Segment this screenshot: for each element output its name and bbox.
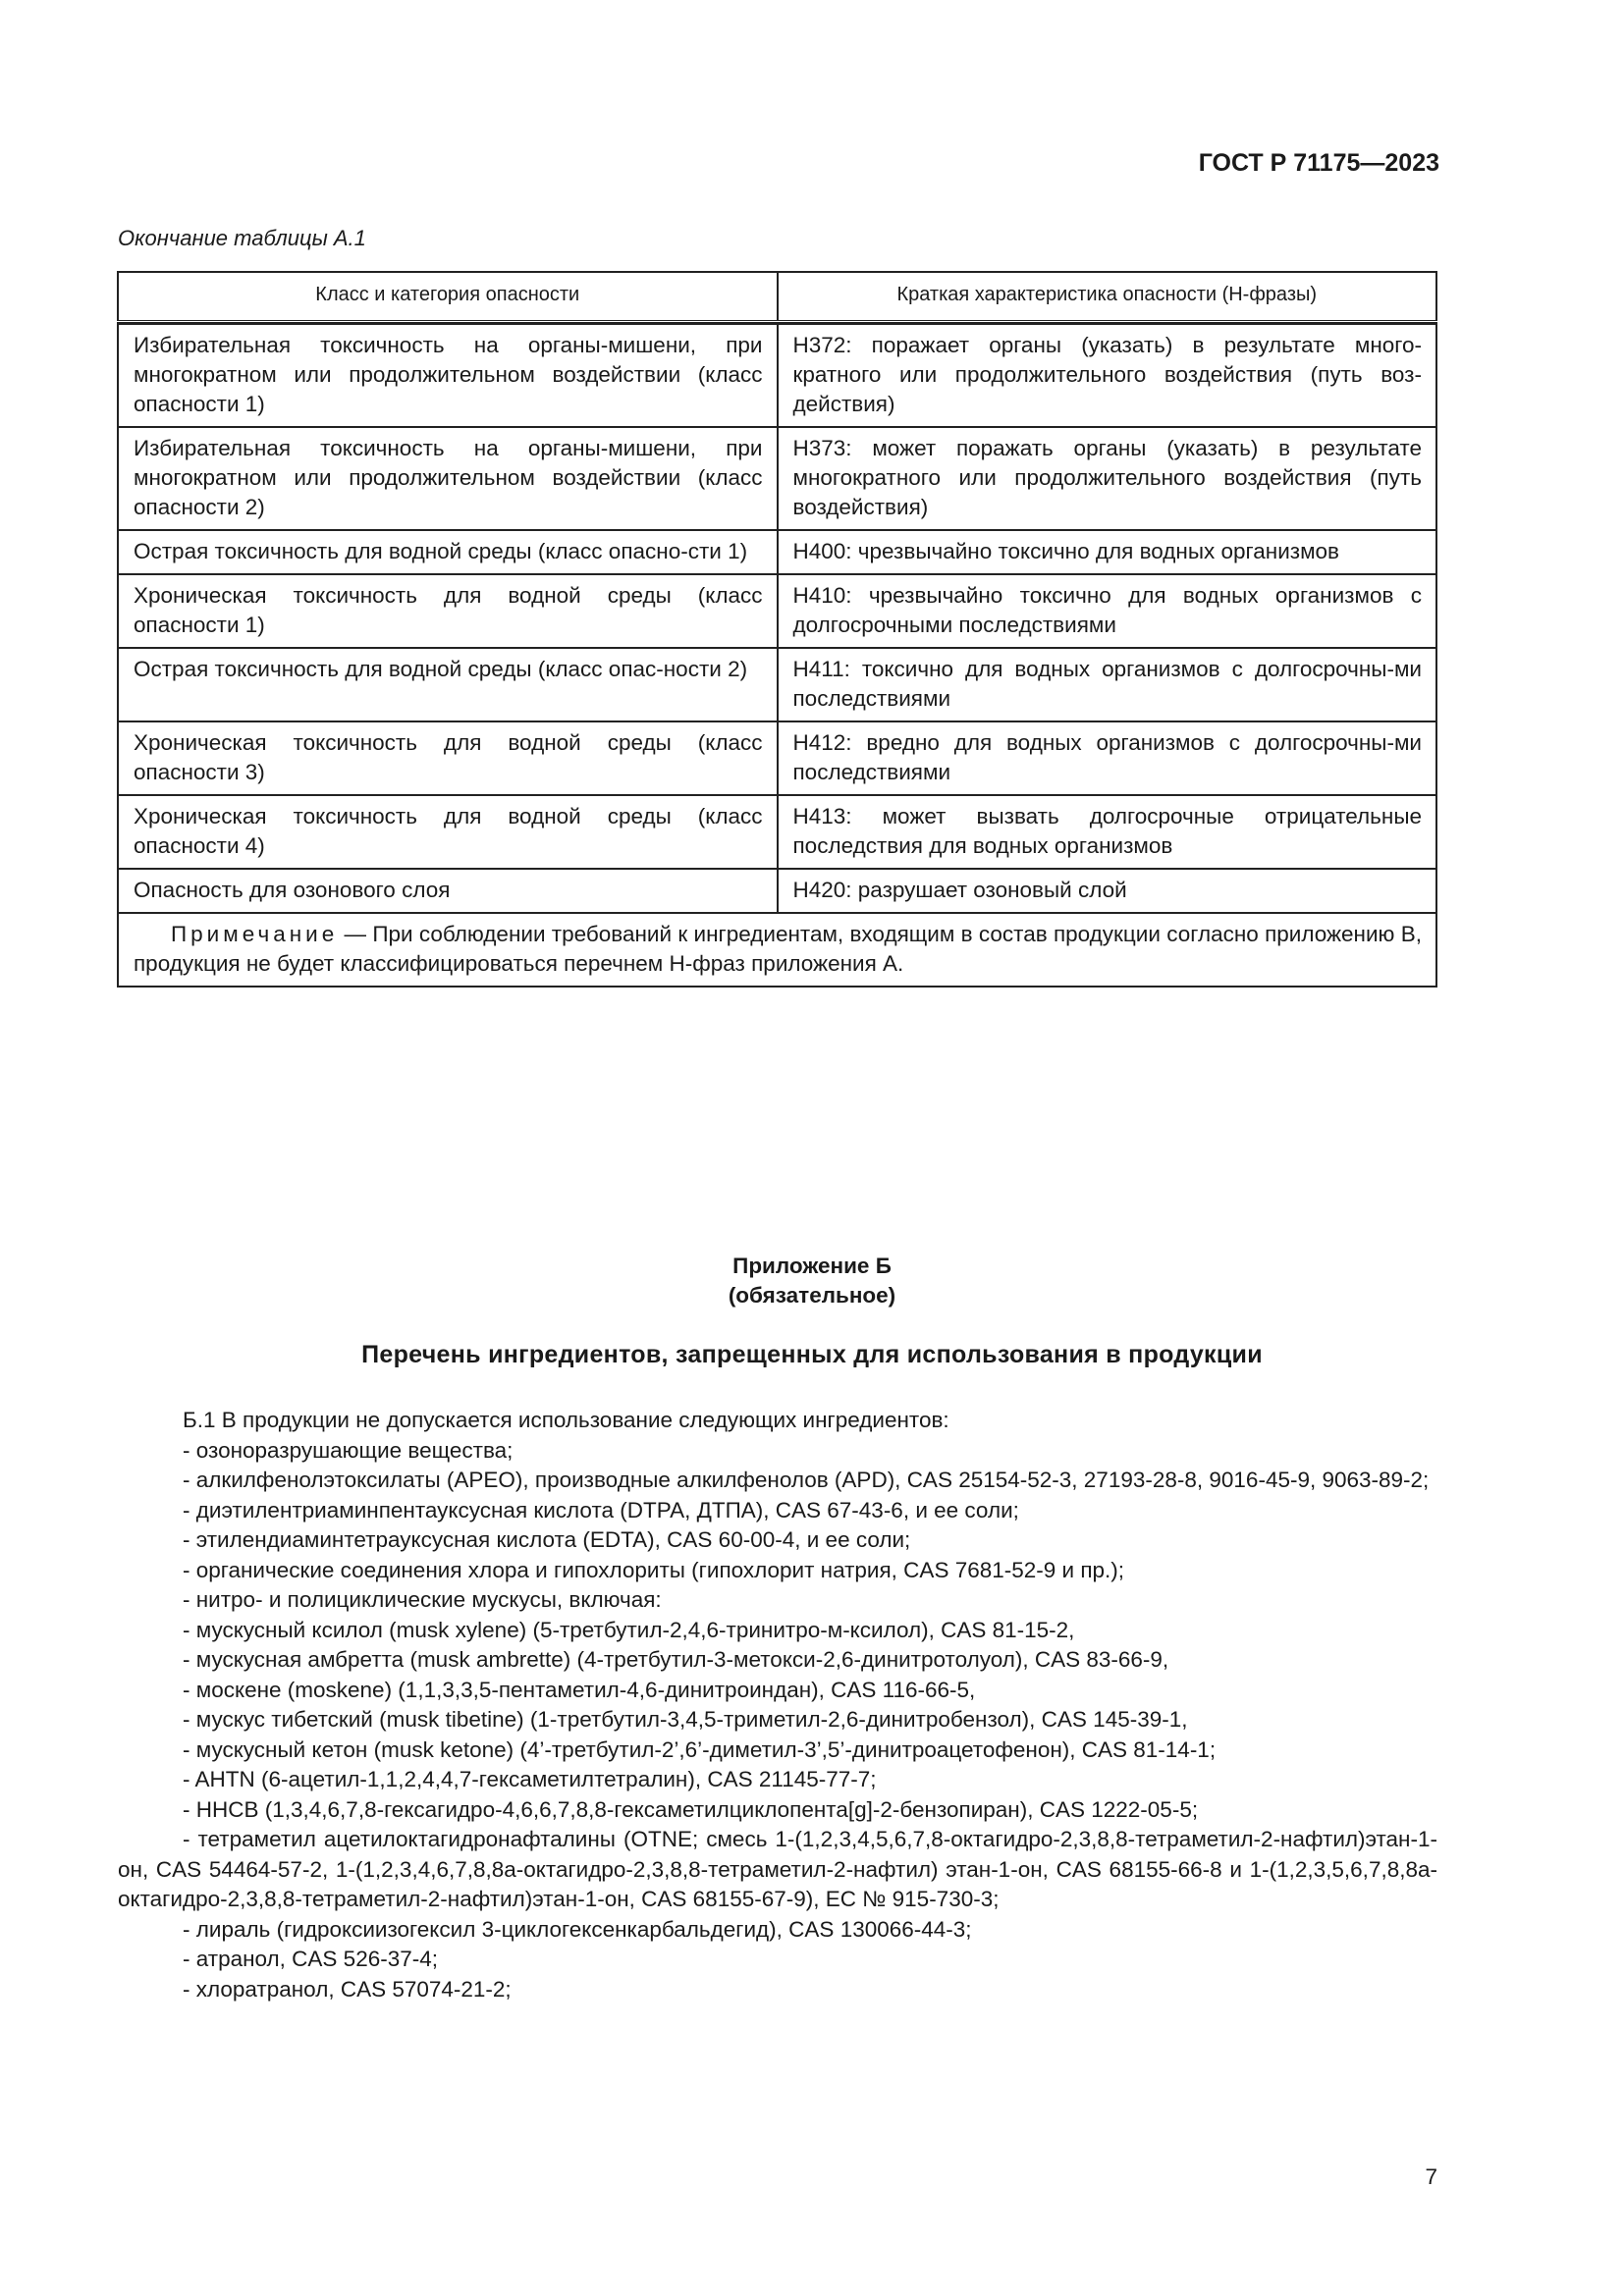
hazard-phrase-cell: Н372: поражает органы (указать) в результате много-кратного или продолжительного воздействия (путь воз-действия) bbox=[778, 324, 1437, 427]
hazard-class-cell: Хроническая токсичность для водной среды (класс опасности 3) bbox=[118, 721, 778, 795]
hazard-phrase-cell: Н413: может вызвать долгосрочные отрицательные последствия для водных организмов bbox=[778, 795, 1437, 869]
table-header-row bbox=[118, 272, 1436, 322]
list-item: - мускусный кетон (musk ketone) (4’-третбутил-2’,6’-диметил-3’,5’-динитроацетофенон), CAS 81-14-1; bbox=[183, 1736, 1217, 1762]
table-row bbox=[118, 530, 1436, 574]
table-row bbox=[118, 324, 1436, 427]
list-item: - хлоратранол, CAS 57074-21-2; bbox=[183, 1976, 512, 2002]
list-item: - атранол, CAS 526-37-4; bbox=[183, 1947, 439, 1971]
list-item: - диэтилентриаминпентауксусная кислота (DTPA, ДТПА), CAS 67-43-6, и ее соли; bbox=[183, 1497, 1019, 1522]
document-code: ГОСТ Р 71175—2023 bbox=[1198, 149, 1439, 177]
column-header-phrase: Краткая характеристика опасности (Н-фразы) bbox=[778, 272, 1437, 322]
hazard-phrase-cell: Н400: чрезвычайно токсично для водных организмов bbox=[778, 530, 1437, 574]
note-label: Примечание bbox=[171, 922, 339, 946]
appendix-title: Перечень ингредиентов, запрещенных для использования в продукции bbox=[361, 1341, 1263, 1368]
list-item: - лираль (гидроксиизогексил 3-циклогексенкарбальдегид), CAS 130066-44-3; bbox=[183, 1916, 972, 1942]
table-row bbox=[118, 869, 1436, 913]
table-caption: Окончание таблицы А.1 bbox=[118, 226, 366, 250]
list-item: - AHTN (6-ацетил-1,1,2,4,4,7-гексаметилтетралин), CAS 21145-77-7; bbox=[183, 1767, 877, 1791]
hazard-table bbox=[117, 271, 1437, 988]
table-note-row bbox=[118, 913, 1436, 987]
hazard-phrase-cell: Н373: может поражать органы (указать) в результате многократного или продолжительного воздействия (путь воздействия) bbox=[778, 427, 1437, 530]
appendix-name: Приложение Б bbox=[732, 1254, 892, 1278]
list-item: - мускусная амбретта (musk ambrette) (4-третбутил-3-метокси-2,6-динитротолуол), CAS 83-66-9, bbox=[183, 1647, 1169, 1672]
hazard-phrase-cell: Н412: вредно для водных организмов с долгосрочны-ми последствиями bbox=[778, 721, 1437, 795]
note-text: — При соблюдении требований к ингредиентам, входящим в состав продукции согласно приложению В, продукция не будет классифицироваться перечнем Н-фраз приложения А. bbox=[134, 922, 1422, 976]
appendix-body bbox=[118, 1406, 1437, 2004]
hazard-phrase-cell: Н410: чрезвычайно токсично для водных организмов с долгосрочными последствиями bbox=[778, 574, 1437, 648]
hazard-class-cell: Избирательная токсичность на органы-мишени, при многократном или продолжительном воздействии (класс опасности 1) bbox=[118, 324, 778, 427]
list-item: - HHCB (1,3,4,6,7,8-гексагидро-4,6,6,7,8,8-гексаметилциклопента[g]-2-бензопиран), CAS 1222-05-5; bbox=[183, 1796, 1199, 1822]
list-item: - алкилфенолэтоксилаты (APEO), производные алкилфенолов (APD), CAS 25154-52-3, 27193-28-8, 9016-45-9, 9063-89-2; bbox=[183, 1468, 1430, 1492]
list-item: - нитро- и полициклические мускусы, включая: bbox=[183, 1587, 662, 1612]
list-item: - этилендиаминтетрауксусная кислота (EDTA), CAS 60-00-4, и ее соли; bbox=[183, 1527, 911, 1552]
list-item: - органические соединения хлора и гипохлориты (гипохлорит натрия, CAS 7681-52-9 и пр.); bbox=[183, 1557, 1125, 1582]
table-row bbox=[118, 795, 1436, 869]
intro-paragraph: Б.1 В продукции не допускается использование следующих ингредиентов: bbox=[183, 1408, 949, 1432]
list-item: - мускусный ксилол (musk xylene) (5-третбутил-2,4,6-тринитро-м-ксилол), CAS 81-15-2, bbox=[183, 1617, 1075, 1642]
list-item: - москене (moskene) (1,1,3,3,5-пентаметил-4,6-динитроиндан), CAS 116-66-5, bbox=[183, 1677, 976, 1702]
hazard-class-cell: Хроническая токсичность для водной среды (класс опасности 4) bbox=[118, 795, 778, 869]
hazard-class-cell: Острая токсичность для водной среды (класс опасно-сти 1) bbox=[118, 530, 778, 574]
hazard-phrase-cell: Н420: разрушает озоновый слой bbox=[778, 869, 1437, 913]
column-header-class: Класс и категория опасности bbox=[118, 272, 778, 322]
hazard-class-cell: Хроническая токсичность для водной среды (класс опасности 1) bbox=[118, 574, 778, 648]
appendix-status: (обязательное) bbox=[728, 1283, 896, 1308]
table-row bbox=[118, 648, 1436, 721]
appendix-label bbox=[0, 1252, 1624, 1310]
ingredient-list bbox=[118, 1436, 1437, 2005]
list-item: - мускус тибетский (musk tibetine) (1-третбутил-3,4,5-триметил-2,6-динитробензол), CAS 145-39-1, bbox=[183, 1707, 1188, 1732]
table-row bbox=[118, 721, 1436, 795]
list-item: - озоноразрушающие вещества; bbox=[183, 1437, 514, 1463]
page-number: 7 bbox=[1425, 2164, 1437, 2189]
table-note bbox=[118, 913, 1436, 987]
hazard-class-cell: Острая токсичность для водной среды (класс опас-ности 2) bbox=[118, 648, 778, 721]
hazard-phrase-cell: Н411: токсично для водных организмов с долгосрочны-ми последствиями bbox=[778, 648, 1437, 721]
hazard-class-cell: Избирательная токсичность на органы-мишени, при многократном или продолжительном воздействии (класс опасности 2) bbox=[118, 427, 778, 530]
table-row bbox=[118, 427, 1436, 530]
table-row bbox=[118, 574, 1436, 648]
hazard-class-cell: Опасность для озонового слоя bbox=[118, 869, 778, 913]
list-item: - тетраметил ацетилоктагидронафталины (OTNE; смесь 1-(1,2,3,4,5,6,7,8-октагидро-2,3,8,8-тетраметил-2-нафтил)этан-1-он, CAS 54464-57-2, 1-(1,2,3,4,6,7,8,8a-октагидро-2,3,8,8-тетраметил-2-нафтил) этан-1-он, CAS 68155-66-8 и 1-(1,2,3,5,6,7,8,8a-октагидро-2,3,8,8-тетраметил-2-нафтил)этан-1-он, CAS 68155-67-9), EC № 915-730-3; bbox=[118, 1827, 1437, 1911]
